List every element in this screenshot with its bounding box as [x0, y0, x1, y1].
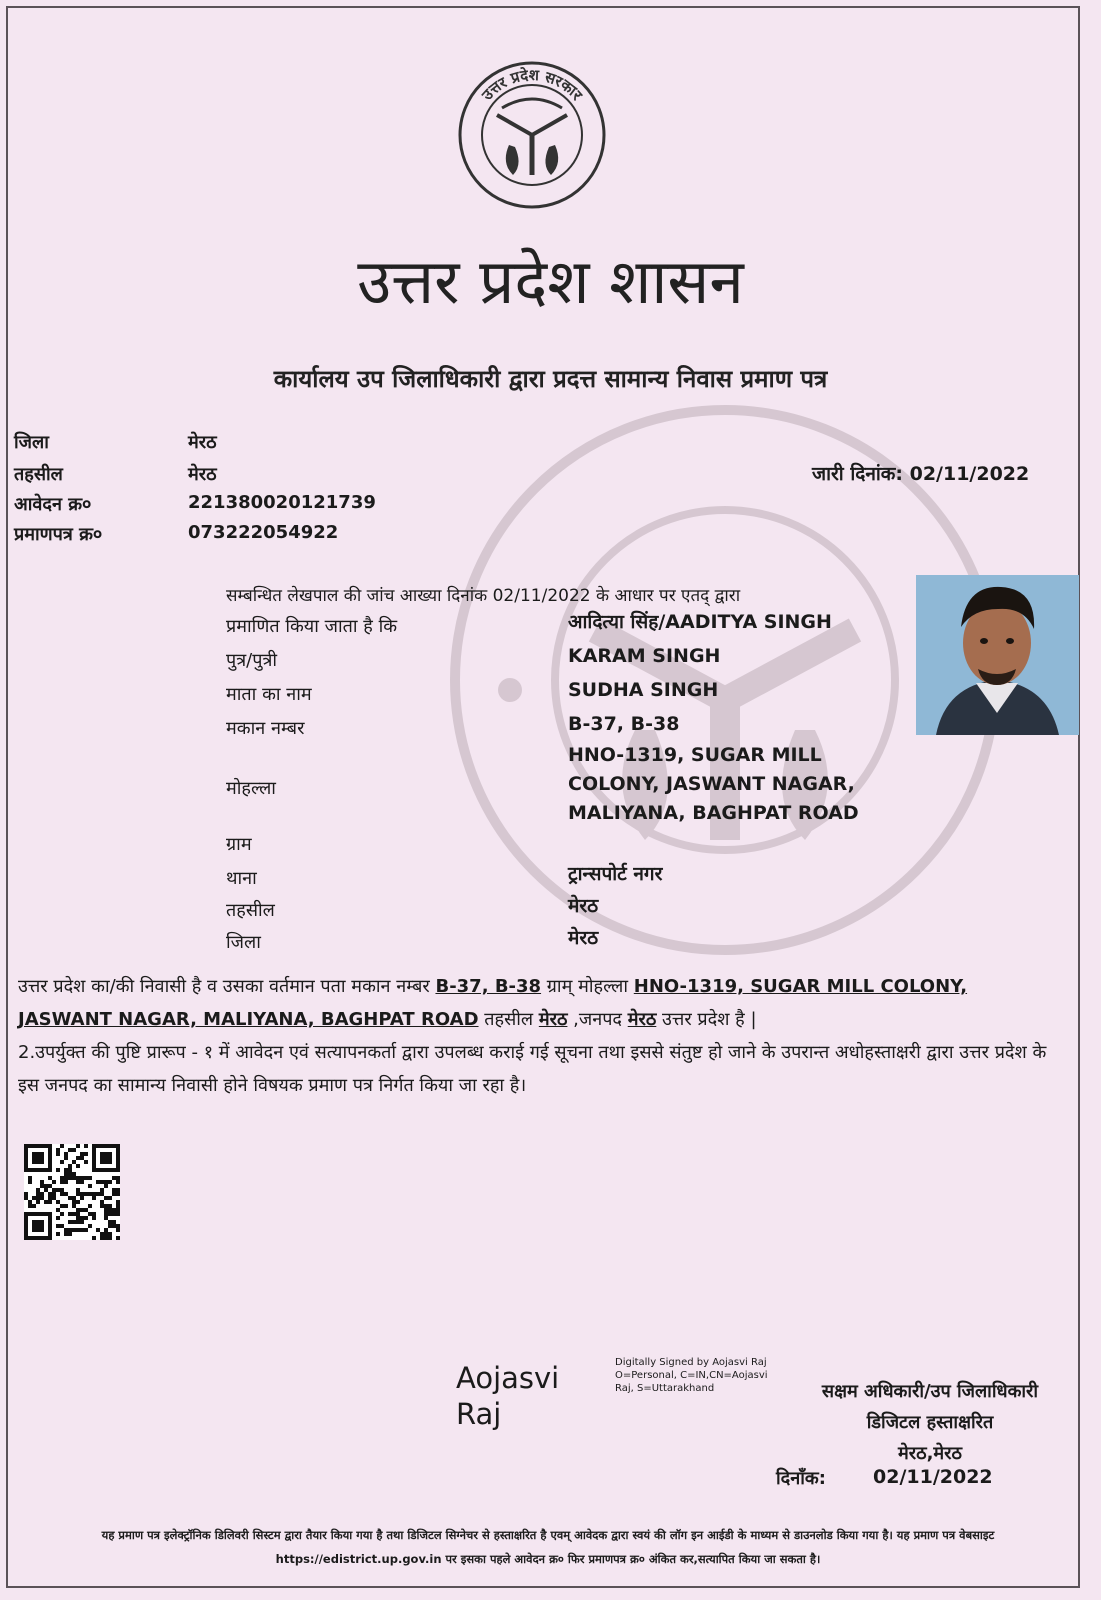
- officer-line-2: डिजिटल हस्ताक्षरित: [866, 1412, 994, 1433]
- field-label-name: प्रमाणित किया जाता है कि: [226, 616, 398, 637]
- field-value-house-no: B-37, B-38: [568, 713, 680, 735]
- footer-note: यह प्रमाण पत्र इलेक्ट्रॉनिक डिलिवरी सिस्टम द्वारा तैयार किया गया है तथा डिजिटल सिग्नेचर से हस्ताक्षरित है एवम् आवेदक द्वारा स्वयं की लॉग इन आईडी के माध्यम से डाउनलोड किया गया है। यह प्रमाण पत्र वेबसाइट https://edistrict.up.gov.in पर इसका पहले आवेदन क्र० फिर प्रमाणपत्र क्र० अंकित कर,सत्यापित किया जा सकता है।: [101, 1528, 995, 1566]
- field-label-mother: माता का नाम: [226, 684, 312, 705]
- officer-line-3: मेरठ,मेरठ: [897, 1443, 962, 1464]
- field-label-house-no: मकान नम्बर: [226, 718, 305, 739]
- meta-label-tehsil: तहसील: [14, 464, 63, 485]
- para1-text-2: ग्राम् मोहल्ला: [541, 976, 634, 997]
- meta-value-district: मेरठ: [188, 432, 217, 453]
- meta-value-application-no: 221380020121739: [188, 492, 376, 513]
- para1-house-no: B-37, B-38: [435, 976, 542, 997]
- main-title: उत्तर प्रदेश शासन: [357, 245, 744, 318]
- officer-line-1: सक्षम अधिकारी/उप जिलाधिकारी: [821, 1381, 1039, 1402]
- field-value-locality: HNO-1319, SUGAR MILL COLONY, JASWANT NAGAR, MALIYANA, BAGHPAT ROAD: [568, 744, 859, 824]
- field-label-locality: मोहल्ला: [226, 778, 276, 799]
- residence-paragraph: [18, 970, 1058, 1036]
- para1-locality: HNO-1319, SUGAR MILL COLONY, JASWANT NAGAR, MALIYANA, BAGHPAT ROAD: [18, 976, 968, 1030]
- emblem-text: उत्तर प्रदेश सरकार: [478, 65, 586, 104]
- field-value-tehsil: मेरठ: [568, 895, 599, 917]
- field-label-police-station: थाना: [226, 868, 257, 889]
- field-label-tehsil: तहसील: [226, 900, 275, 921]
- applicant-photo: [916, 575, 1079, 735]
- certificate-subtitle: कार्यालय उप जिलाधिकारी द्वारा प्रदत्त सामान्य निवास प्रमाण पत्र: [273, 365, 828, 393]
- meta-label-certificate-no: प्रमाणपत्र क्र०: [14, 524, 103, 545]
- field-value-police-station: ट्रान्सपोर्ट नगर: [568, 863, 663, 885]
- digital-signature-info: Digitally Signed by Aojasvi Raj O=Personal, C=IN,CN=Aojasvi Raj, S=Uttarakhand: [615, 1357, 768, 1394]
- intro-line: सम्बन्धित लेखपाल की जांच आख्या दिनांक 02/11/2022 के आधार पर एतद् द्वारा: [226, 586, 741, 606]
- signature-date-label: दिनाँक:: [776, 1468, 826, 1489]
- field-value-district: मेरठ: [568, 927, 599, 949]
- meta-label-application-no: आवेदन क्र०: [14, 494, 92, 515]
- field-value-parent: KARAM SINGH: [568, 645, 721, 667]
- para1-text-4: ,जनपद: [567, 1009, 628, 1030]
- meta-value-tehsil: मेरठ: [188, 464, 217, 485]
- meta-label-district: जिला: [14, 432, 49, 453]
- field-value-mother: SUDHA SINGH: [568, 679, 719, 701]
- para1-text-1: उत्तर प्रदेश का/की निवासी है व उसका वर्तमान पता मकान नम्बर: [18, 976, 436, 997]
- field-value-name: आदित्या सिंह/AADITYA SINGH: [568, 611, 832, 633]
- qr-code: [24, 1144, 120, 1240]
- officer-block: [790, 1376, 1070, 1469]
- up-govt-emblem: [457, 60, 607, 210]
- signature-date-value: 02/11/2022: [873, 1466, 993, 1488]
- signer-name: Aojasvi Raj: [456, 1361, 560, 1431]
- issue-date: जारी दिनांक: 02/11/2022: [812, 463, 1030, 485]
- para1-text-5: उत्तर प्रदेश है |: [656, 1009, 757, 1030]
- confirmation-paragraph: 2.उपर्युक्त की पुष्टि प्रारूप - १ में आवेदन एवं सत्यापनकर्ता द्वारा उपलब्ध कराई गई सूचना तथा इससे संतुष्ट हो जाने के उपरान्त अधोहस्ताक्षरी द्वारा उत्तर प्रदेश के इस जनपद का सामान्य निवासी होने विषयक प्रमाण पत्र निर्गत किया जा रहा है।: [18, 1042, 1047, 1096]
- field-label-village: ग्राम: [226, 834, 252, 855]
- para1-district: मेरठ: [627, 1009, 657, 1030]
- field-label-district: जिला: [226, 932, 261, 953]
- para1-text-3: तहसील: [478, 1009, 539, 1030]
- para1-tehsil: मेरठ: [538, 1009, 568, 1030]
- field-label-parent: पुत्र/पुत्री: [226, 650, 278, 671]
- meta-value-certificate-no: 073222054922: [188, 522, 339, 543]
